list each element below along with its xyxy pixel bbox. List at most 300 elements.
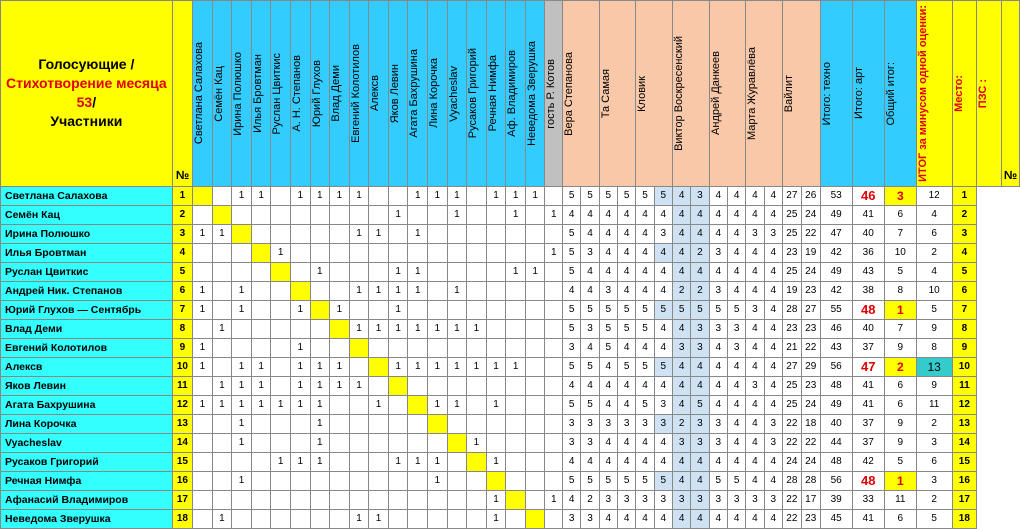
participant-name: Яков Левин <box>1 376 173 395</box>
vote-cell: 1 <box>388 205 408 224</box>
vote-cell <box>525 281 545 300</box>
vote-cell <box>388 186 408 205</box>
judge-score: 5 <box>563 471 581 490</box>
judge-score: 4 <box>727 281 745 300</box>
vote-cell: 1 <box>330 357 350 376</box>
guest-vote <box>545 414 563 433</box>
vote-cell <box>369 300 389 319</box>
place: 6 <box>884 205 916 224</box>
judge-score: 3 <box>746 490 764 509</box>
total: 47 <box>820 224 852 243</box>
pzs: 2 <box>916 490 952 509</box>
vote-cell <box>330 395 350 414</box>
vote-cell <box>290 490 310 509</box>
final-score: 42 <box>852 452 884 471</box>
place: 5 <box>884 452 916 471</box>
guest-vote <box>545 338 563 357</box>
vote-cell: 1 <box>232 433 252 452</box>
judge-score: 4 <box>636 376 654 395</box>
judge-score: 4 <box>563 376 581 395</box>
vote-cell <box>349 452 369 471</box>
judge-score: 4 <box>764 243 782 262</box>
vote-cell <box>525 433 545 452</box>
vote-cell <box>506 376 526 395</box>
vote-cell <box>408 509 428 528</box>
final-score: 38 <box>852 281 884 300</box>
vote-cell: 1 <box>525 262 545 281</box>
vote-cell: 1 <box>330 300 350 319</box>
judge-score: 4 <box>636 262 654 281</box>
table-row <box>1 433 1020 452</box>
total-tech: 28 <box>782 300 801 319</box>
judge-score: 4 <box>654 452 672 471</box>
vote-cell: 1 <box>193 300 213 319</box>
vote-cell <box>525 300 545 319</box>
participant-name: Влад Деми <box>1 319 173 338</box>
participant-name: Агата Бахрушина <box>1 395 173 414</box>
judge-score: 4 <box>691 509 709 528</box>
row-number-right: 13 <box>952 414 977 433</box>
vote-cell <box>428 414 448 433</box>
vote-cell: 1 <box>506 357 526 376</box>
judge-score: 4 <box>563 205 581 224</box>
judge-score: 5 <box>636 395 654 414</box>
pzs: 6 <box>916 452 952 471</box>
judge-score: 3 <box>581 414 599 433</box>
judge-score: 4 <box>672 262 690 281</box>
vote-cell <box>525 243 545 262</box>
judge-score: 4 <box>672 452 690 471</box>
table-row <box>1 509 1020 528</box>
vote-cell <box>251 224 271 243</box>
judge-score: 3 <box>672 433 690 452</box>
judge-score: 4 <box>691 262 709 281</box>
judge-score: 4 <box>764 319 782 338</box>
vote-cell <box>506 300 526 319</box>
vote-cell <box>486 262 506 281</box>
vote-cell <box>447 262 467 281</box>
vote-cell <box>486 433 506 452</box>
vote-cell <box>212 205 232 224</box>
vote-cell <box>212 433 232 452</box>
vote-cell <box>369 186 389 205</box>
judge-score: 4 <box>691 471 709 490</box>
total-art: 29 <box>801 357 820 376</box>
judge-score: 4 <box>563 452 581 471</box>
vote-cell: 1 <box>251 186 271 205</box>
vote-cell <box>506 490 526 509</box>
vote-cell: 1 <box>447 319 467 338</box>
place: 2 <box>884 357 916 376</box>
final-score: 40 <box>852 319 884 338</box>
vote-cell <box>271 376 291 395</box>
vote-cell: 1 <box>486 490 506 509</box>
judge-score: 5 <box>709 300 727 319</box>
total-tech: 23 <box>782 243 801 262</box>
judge-score: 4 <box>709 509 727 528</box>
vote-cell <box>467 471 487 490</box>
vote-cell: 1 <box>486 395 506 414</box>
vote-cell <box>447 224 467 243</box>
judge-score: 2 <box>691 243 709 262</box>
vote-cell <box>271 186 291 205</box>
vote-cell <box>271 281 291 300</box>
vote-cell: 1 <box>408 186 428 205</box>
row-number: 4 <box>172 243 192 262</box>
vote-cell <box>388 490 408 509</box>
pzs: 4 <box>916 205 952 224</box>
judge-score: 4 <box>764 471 782 490</box>
judge-score: 3 <box>563 414 581 433</box>
final-score: 36 <box>852 243 884 262</box>
judge-score: 4 <box>617 433 635 452</box>
vote-cell <box>251 262 271 281</box>
vote-cell <box>388 509 408 528</box>
vote-cell: 1 <box>310 357 330 376</box>
place: 10 <box>884 243 916 262</box>
vote-cell <box>467 509 487 528</box>
total-header: Общий итог: <box>884 1 916 187</box>
judge-score: 4 <box>617 262 635 281</box>
table-row <box>1 300 1020 319</box>
final-score: 41 <box>852 376 884 395</box>
judge-score: 4 <box>581 224 599 243</box>
judge-score: 4 <box>617 338 635 357</box>
judge-score: 5 <box>581 186 599 205</box>
vote-cell <box>271 262 291 281</box>
vote-cell: 1 <box>369 509 389 528</box>
total: 55 <box>820 300 852 319</box>
judge-score: 4 <box>672 224 690 243</box>
participant-name: Евгений Колотилов <box>1 338 173 357</box>
vote-cell <box>310 281 330 300</box>
judge-score: 4 <box>746 357 764 376</box>
vote-cell <box>330 490 350 509</box>
judge-score: 4 <box>654 262 672 281</box>
judge-score: 4 <box>691 205 709 224</box>
judge-score: 3 <box>654 224 672 243</box>
judge-score: 4 <box>746 395 764 414</box>
judge-header: Вера Степанова <box>563 1 600 187</box>
table-row <box>1 452 1020 471</box>
judge-score: 4 <box>727 395 745 414</box>
vote-cell: 1 <box>447 357 467 376</box>
vote-cell <box>428 490 448 509</box>
vote-cell <box>330 414 350 433</box>
judge-score: 2 <box>672 281 690 300</box>
vote-cell <box>310 224 330 243</box>
table-row <box>1 376 1020 395</box>
vote-cell <box>193 509 213 528</box>
place: 5 <box>884 262 916 281</box>
final-score: 47 <box>852 357 884 376</box>
judge-score: 4 <box>636 224 654 243</box>
judge-score: 4 <box>764 376 782 395</box>
total-art: 22 <box>801 433 820 452</box>
judge-score: 4 <box>727 262 745 281</box>
vote-cell: 1 <box>467 433 487 452</box>
vote-cell <box>232 205 252 224</box>
total: 40 <box>820 414 852 433</box>
vote-cell <box>388 395 408 414</box>
vote-cell: 1 <box>271 452 291 471</box>
place: 6 <box>884 376 916 395</box>
participant-name: Афанасий Владимиров <box>1 490 173 509</box>
judge-score: 5 <box>617 357 635 376</box>
vote-cell <box>525 452 545 471</box>
judge-header: Андрей Данкеев <box>709 1 746 187</box>
vote-cell: 1 <box>447 395 467 414</box>
vote-cell <box>369 490 389 509</box>
judge-score: 4 <box>654 205 672 224</box>
judge-score: 5 <box>617 319 635 338</box>
table-row <box>1 490 1020 509</box>
judge-score: 4 <box>672 319 690 338</box>
vote-cell <box>349 243 369 262</box>
total-art: 23 <box>801 509 820 528</box>
row-number-right: 17 <box>952 490 977 509</box>
vote-cell: 1 <box>388 319 408 338</box>
vote-cell: 1 <box>193 281 213 300</box>
vote-cell <box>506 471 526 490</box>
judge-score: 4 <box>636 338 654 357</box>
vote-cell: 1 <box>349 376 369 395</box>
vote-cell <box>310 319 330 338</box>
vote-cell: 1 <box>290 376 310 395</box>
vote-cell: 1 <box>310 433 330 452</box>
final-score: 41 <box>852 205 884 224</box>
judge-score: 3 <box>617 414 635 433</box>
table-row <box>1 395 1020 414</box>
judge-score: 4 <box>709 357 727 376</box>
vote-cell: 1 <box>369 224 389 243</box>
judge-score: 5 <box>691 300 709 319</box>
participant-name: Неведома Зверушка <box>1 509 173 528</box>
total: 45 <box>820 509 852 528</box>
judge-score: 4 <box>617 224 635 243</box>
table-row <box>1 414 1020 433</box>
vote-cell <box>525 471 545 490</box>
vote-cell <box>388 376 408 395</box>
vote-cell <box>232 262 252 281</box>
judge-score: 4 <box>691 357 709 376</box>
vote-cell <box>525 414 545 433</box>
vote-cell <box>467 186 487 205</box>
vote-cell <box>349 357 369 376</box>
judge-score: 4 <box>709 452 727 471</box>
participant-name: Лина Корочка <box>1 414 173 433</box>
vote-cell <box>428 262 448 281</box>
judge-score: 4 <box>617 376 635 395</box>
row-number-right: 15 <box>952 452 977 471</box>
vote-cell: 1 <box>310 414 330 433</box>
judge-score: 4 <box>727 224 745 243</box>
judge-header: Марта Журавлёва <box>746 1 783 187</box>
total-tech: 19 <box>782 281 801 300</box>
pzs: 13 <box>916 357 952 376</box>
place: 1 <box>884 471 916 490</box>
total-art: 22 <box>801 224 820 243</box>
judge-score: 5 <box>599 300 617 319</box>
judge-score: 3 <box>581 243 599 262</box>
row-number: 14 <box>172 433 192 452</box>
pzs: 6 <box>916 224 952 243</box>
vote-cell <box>486 471 506 490</box>
total: 42 <box>820 281 852 300</box>
row-number-right: 14 <box>952 433 977 452</box>
vote-cell <box>369 433 389 452</box>
pzs: 5 <box>916 509 952 528</box>
judge-score: 5 <box>636 471 654 490</box>
total-tech: 22 <box>782 433 801 452</box>
judge-score: 5 <box>617 186 635 205</box>
vote-cell <box>369 262 389 281</box>
judge-score: 4 <box>746 452 764 471</box>
judge-score: 3 <box>691 319 709 338</box>
vote-cell <box>232 338 252 357</box>
vote-cell <box>251 433 271 452</box>
vote-cell: 1 <box>369 281 389 300</box>
table-body <box>1 186 1020 528</box>
pzs: 3 <box>916 471 952 490</box>
judge-score: 4 <box>746 186 764 205</box>
judge-score: 4 <box>727 376 745 395</box>
judge-score: 4 <box>654 376 672 395</box>
vote-cell: 1 <box>428 471 448 490</box>
final-score: 33 <box>852 490 884 509</box>
row-number: 9 <box>172 338 192 357</box>
final-score: 37 <box>852 414 884 433</box>
judge-score: 4 <box>709 186 727 205</box>
vote-cell <box>447 490 467 509</box>
vote-cell <box>388 414 408 433</box>
vote-cell <box>525 509 545 528</box>
total-art: 26 <box>801 186 820 205</box>
vote-cell: 1 <box>388 452 408 471</box>
vote-cell <box>290 224 310 243</box>
row-number: 17 <box>172 490 192 509</box>
place: 6 <box>884 509 916 528</box>
vote-cell <box>330 262 350 281</box>
judge-score: 3 <box>709 414 727 433</box>
judge-score: 5 <box>654 186 672 205</box>
judge-score: 4 <box>636 452 654 471</box>
vote-cell <box>251 281 271 300</box>
vote-cell: 1 <box>310 452 330 471</box>
vote-cell: 1 <box>467 357 487 376</box>
judge-score: 4 <box>764 338 782 357</box>
vote-cell <box>467 395 487 414</box>
total-art: 23 <box>801 319 820 338</box>
vote-cell <box>447 414 467 433</box>
participant-name: Светлана Салахова <box>1 186 173 205</box>
vote-cell: 1 <box>290 357 310 376</box>
place: 11 <box>884 490 916 509</box>
vote-cell <box>388 338 408 357</box>
judge-score: 3 <box>709 433 727 452</box>
guest-vote <box>545 509 563 528</box>
judge-score: 4 <box>727 433 745 452</box>
voter-header: Русаков Григорий <box>467 1 487 187</box>
pzs: 2 <box>916 414 952 433</box>
vote-cell: 1 <box>290 300 310 319</box>
judge-score: 4 <box>672 376 690 395</box>
total: 56 <box>820 471 852 490</box>
judge-score: 4 <box>746 243 764 262</box>
vote-cell <box>486 205 506 224</box>
vote-cell <box>408 300 428 319</box>
num-header: № <box>172 1 192 187</box>
vote-cell: 1 <box>369 395 389 414</box>
total-art: 23 <box>801 281 820 300</box>
row-number-right: 16 <box>952 471 977 490</box>
judge-score: 4 <box>764 300 782 319</box>
vote-cell: 1 <box>310 262 330 281</box>
vote-cell: 1 <box>447 186 467 205</box>
place: 3 <box>884 186 916 205</box>
vote-cell: 1 <box>349 186 369 205</box>
voter-header: Лина Корочка <box>428 1 448 187</box>
vote-cell <box>486 243 506 262</box>
judge-score: 3 <box>709 490 727 509</box>
vote-cell <box>212 490 232 509</box>
vote-cell <box>428 205 448 224</box>
judge-score: 3 <box>636 490 654 509</box>
judge-score: 5 <box>581 395 599 414</box>
judge-score: 4 <box>654 281 672 300</box>
vote-cell <box>310 300 330 319</box>
vote-cell: 1 <box>408 224 428 243</box>
judge-score: 4 <box>709 205 727 224</box>
vote-cell: 1 <box>428 452 448 471</box>
judge-score: 3 <box>727 338 745 357</box>
judge-score: 5 <box>563 395 581 414</box>
judge-score: 5 <box>563 224 581 243</box>
vote-cell <box>486 414 506 433</box>
judge-score: 4 <box>599 452 617 471</box>
vote-cell <box>290 281 310 300</box>
final-score: 37 <box>852 433 884 452</box>
judge-score: 3 <box>581 433 599 452</box>
row-number-right: 1 <box>952 186 977 205</box>
guest-vote <box>545 300 563 319</box>
vote-cell <box>486 338 506 357</box>
judge-score: 5 <box>581 300 599 319</box>
voter-header: Аф. Владимиров <box>506 1 526 187</box>
judge-score: 3 <box>691 338 709 357</box>
judge-header: Кловик <box>636 1 673 187</box>
judge-score: 5 <box>563 186 581 205</box>
vote-cell <box>330 224 350 243</box>
vote-cell <box>271 433 291 452</box>
judge-score: 5 <box>563 357 581 376</box>
voter-header: Речная Нимфа <box>486 1 506 187</box>
pzs: 2 <box>916 243 952 262</box>
judge-score: 4 <box>764 281 782 300</box>
vote-cell: 1 <box>447 205 467 224</box>
vote-cell <box>330 433 350 452</box>
place: 9 <box>884 414 916 433</box>
place: 9 <box>884 338 916 357</box>
judge-score: 5 <box>636 319 654 338</box>
judge-score: 4 <box>764 509 782 528</box>
vote-cell <box>525 490 545 509</box>
vote-cell <box>290 243 310 262</box>
voter-header: Семён Кац <box>212 1 232 187</box>
guest-vote <box>545 224 563 243</box>
voter-header: Руслан Цвиткис <box>271 1 291 187</box>
vote-cell <box>193 490 213 509</box>
